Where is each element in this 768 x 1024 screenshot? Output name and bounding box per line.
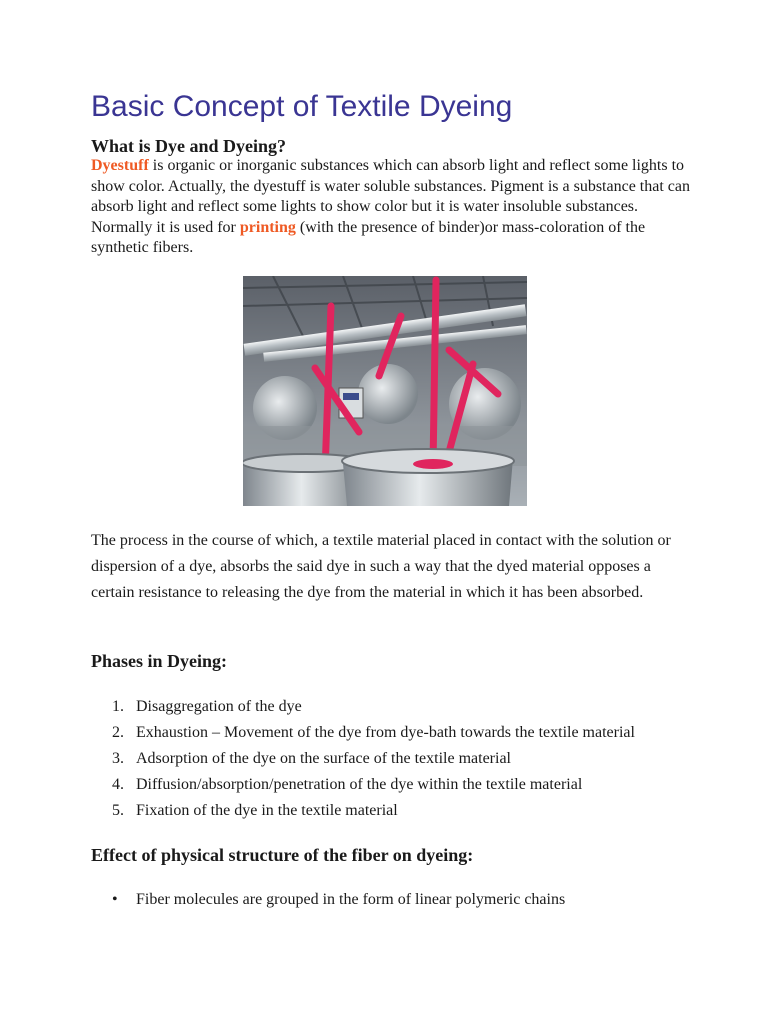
section-heading-dye: What is Dye and Dyeing? (91, 136, 287, 156)
list-number: 1. (112, 698, 124, 715)
list-number: 5. (112, 802, 124, 819)
phases-list (112, 694, 635, 824)
list-item-text: Exhaustion – Movement of the dye from dye-bath towards the textile material (136, 724, 635, 741)
section-heading-phases: Phases in Dyeing: (91, 651, 228, 671)
dyeing-machine-photo (243, 276, 527, 506)
section-heading-effect: Effect of physical structure of the fiber on dyeing: (91, 845, 474, 865)
bullet-text: Fiber molecules are grouped in the form of linear polymeric chains (136, 891, 566, 908)
list-item-text: Disaggregation of the dye (136, 698, 302, 715)
bullet-item (112, 887, 565, 913)
list-item (112, 746, 635, 772)
list-item-text: Adsorption of the dye on the surface of the textile material (136, 750, 511, 767)
keyword-printing: printing (239, 218, 296, 236)
process-paragraph: The process in the course of which, a textile material placed in contact with the solution or dispersion of a dye, absorbs the said dye in such a way that the dyed material opposes a certain resistance to releasing the dye from the material in which it has been absorbed. (91, 532, 671, 601)
list-item (112, 720, 635, 746)
list-item (112, 798, 635, 824)
list-number: 3. (112, 750, 124, 767)
bullet-marker: • (112, 891, 118, 908)
keyword-dyestuff: Dyestuff (91, 157, 149, 174)
page-title: Basic Concept of Textile Dyeing (91, 90, 513, 123)
list-number: 2. (112, 724, 124, 741)
intro-paragraph (91, 156, 691, 259)
intro-text-1: is organic or inorganic substances which can absorb light and reflect some lights to show color. Actually, the dyestuff is water soluble substances. Pigment is a substance that can absorb light and reflect some lights to show color but it is water insoluble substances. Normally it is used for (91, 157, 690, 236)
list-item (112, 772, 635, 798)
intro-text-2: (with the presence of binder)or mass-coloration of the synthetic fibers. (91, 218, 646, 256)
list-number: 4. (112, 776, 124, 793)
list-item (112, 694, 635, 720)
list-item-text: Fixation of the dye in the textile material (136, 802, 398, 819)
list-item-text: Diffusion/absorption/penetration of the dye within the textile material (136, 776, 583, 793)
effect-bullet-list (112, 887, 565, 913)
